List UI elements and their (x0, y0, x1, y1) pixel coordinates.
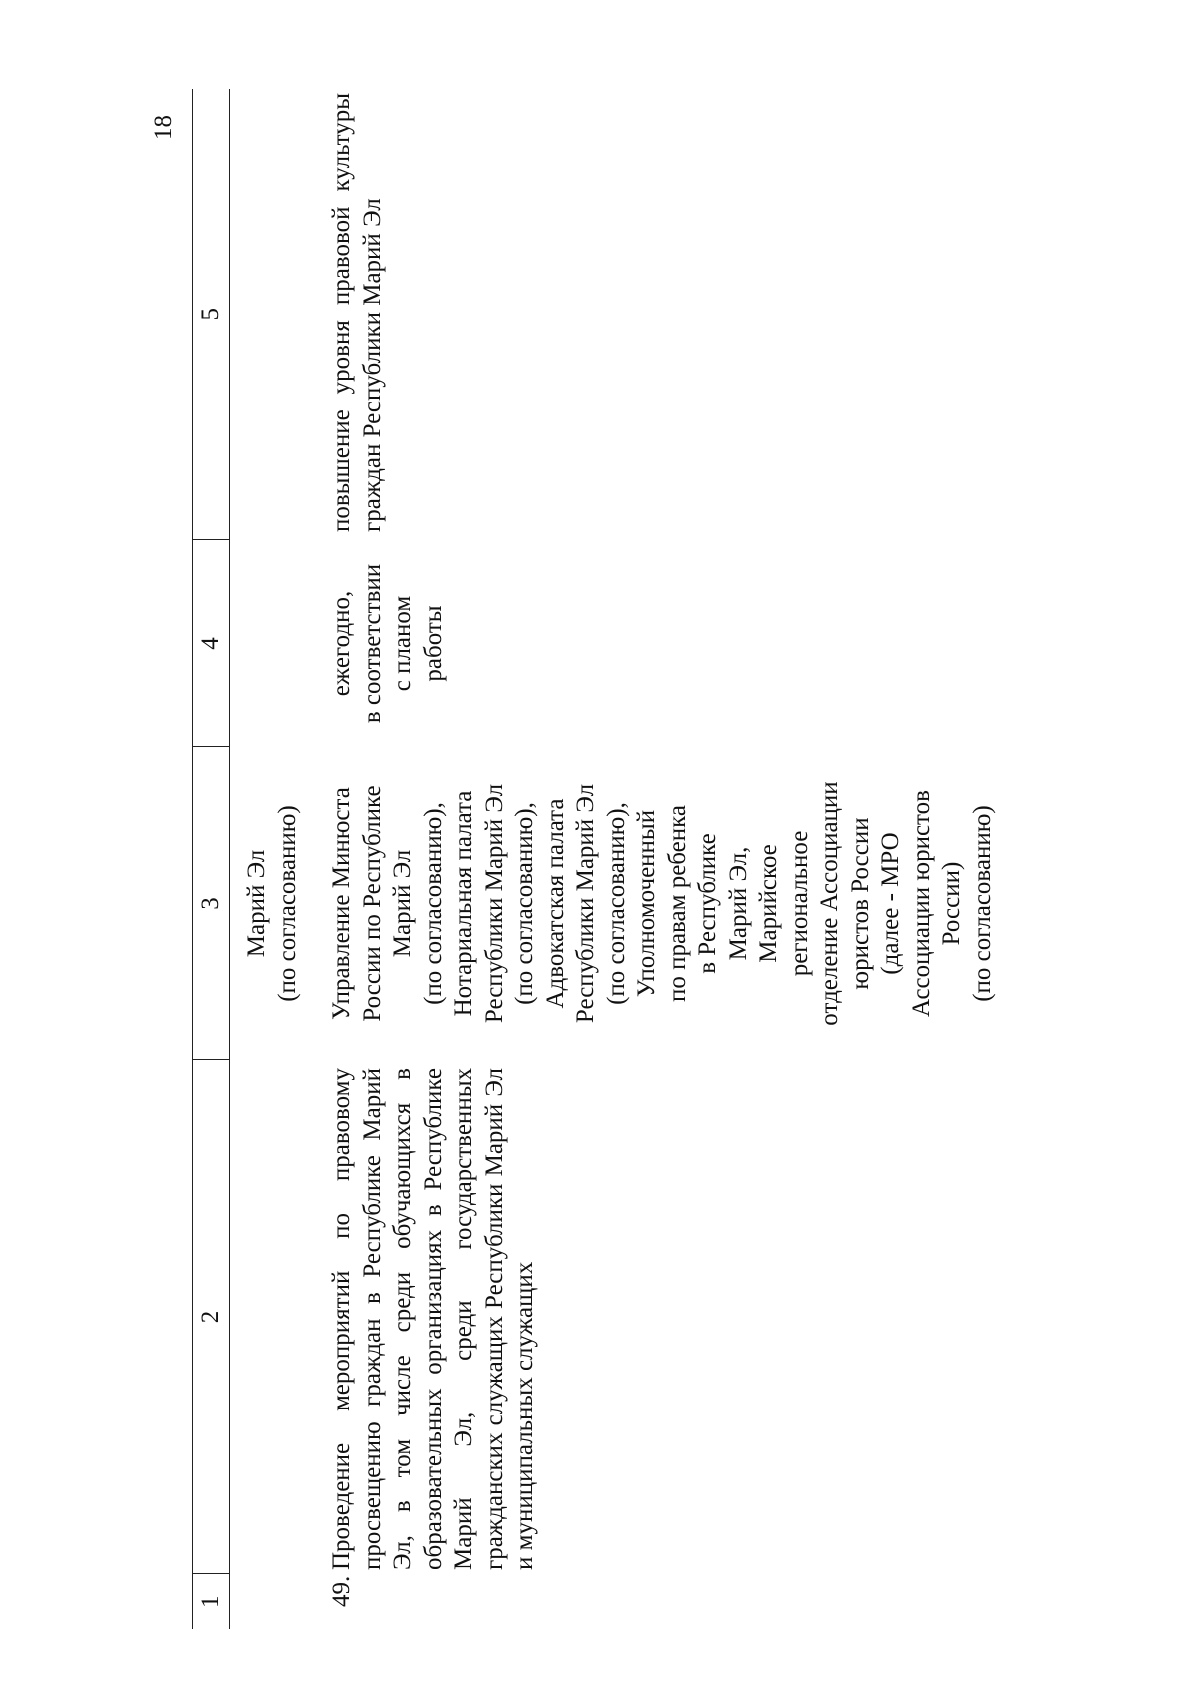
continuation-executors-cell (230, 747, 312, 1060)
executor-line: Ассоциации юристов (907, 790, 935, 1017)
deadline-line: ежегодно, (328, 590, 355, 697)
executor-line: отделение Ассоциации (816, 781, 843, 1026)
executor-line: Марий Эл (389, 849, 416, 958)
column-header-2: 2 (193, 1060, 230, 1574)
executor-line: (по согласованию) (968, 805, 996, 1002)
expected-result: повышение уровня правовой культуры граждан Республики Марий Эл (328, 93, 386, 532)
plan-table (192, 89, 998, 1629)
deadline-cell (311, 540, 998, 747)
executor-line: Нотариальная палата (450, 790, 477, 1017)
executor-line: юристов России (846, 817, 874, 990)
executor-line: региональное (785, 830, 813, 977)
executor-line: в Республике (694, 833, 721, 974)
continuation-cell-4 (230, 540, 312, 747)
executor-line: (по согласованию), (602, 802, 630, 1005)
executor-line: Республики Марий Эл (572, 783, 599, 1024)
column-header-3: 3 (193, 747, 230, 1060)
column-header-1: 1 (193, 1574, 230, 1629)
executor-line: Марий Эл, (724, 846, 752, 961)
executor-line: (по согласованию), (511, 802, 538, 1005)
executor-line: (по согласованию), (419, 802, 447, 1005)
continuation-cell-2 (230, 1060, 312, 1574)
executor-line: по правам ребенка (663, 804, 691, 1003)
executors-cell (311, 747, 998, 1060)
event-description: Проведение мероприятий по правовому просвещению граждан в Республике Марий Эл, в том числе среди обучающихся в образовательных организациях в Республике Марий Эл, среди государственных гражданских служащих Республики Марий Эл и муниципальных служащих (328, 1068, 538, 1570)
column-header-5: 5 (193, 89, 230, 540)
continuation-row (230, 89, 312, 1629)
executor-line: Марийское (755, 844, 782, 963)
deadline-line: с планом (389, 595, 416, 692)
continuation-line: (по согласованию) (273, 805, 301, 1002)
row-number: 49. (328, 1575, 355, 1607)
executor-line: Управление Минюста (328, 787, 355, 1020)
deadline-line: в соответствии (358, 563, 386, 724)
continuation-cell-1 (230, 1574, 312, 1629)
plan-table-container (192, 89, 998, 1629)
continuation-cell-5 (230, 89, 312, 540)
header-row (193, 89, 230, 1629)
executor-line: России по Республике (358, 785, 386, 1022)
table-row-49 (311, 89, 998, 1629)
executor-line: России) (938, 861, 965, 946)
column-header-4: 4 (193, 540, 230, 747)
continuation-line: Марий Эл (243, 849, 270, 958)
executor-line: Республики Марий Эл (480, 783, 508, 1024)
executor-line: Адвокатская палата (541, 798, 569, 1009)
deadline-line: работы (419, 605, 447, 682)
page-number: 18 (150, 115, 177, 140)
executor-line: Уполномоченный (633, 809, 660, 998)
executor-line: (далее - МРО (877, 832, 904, 975)
